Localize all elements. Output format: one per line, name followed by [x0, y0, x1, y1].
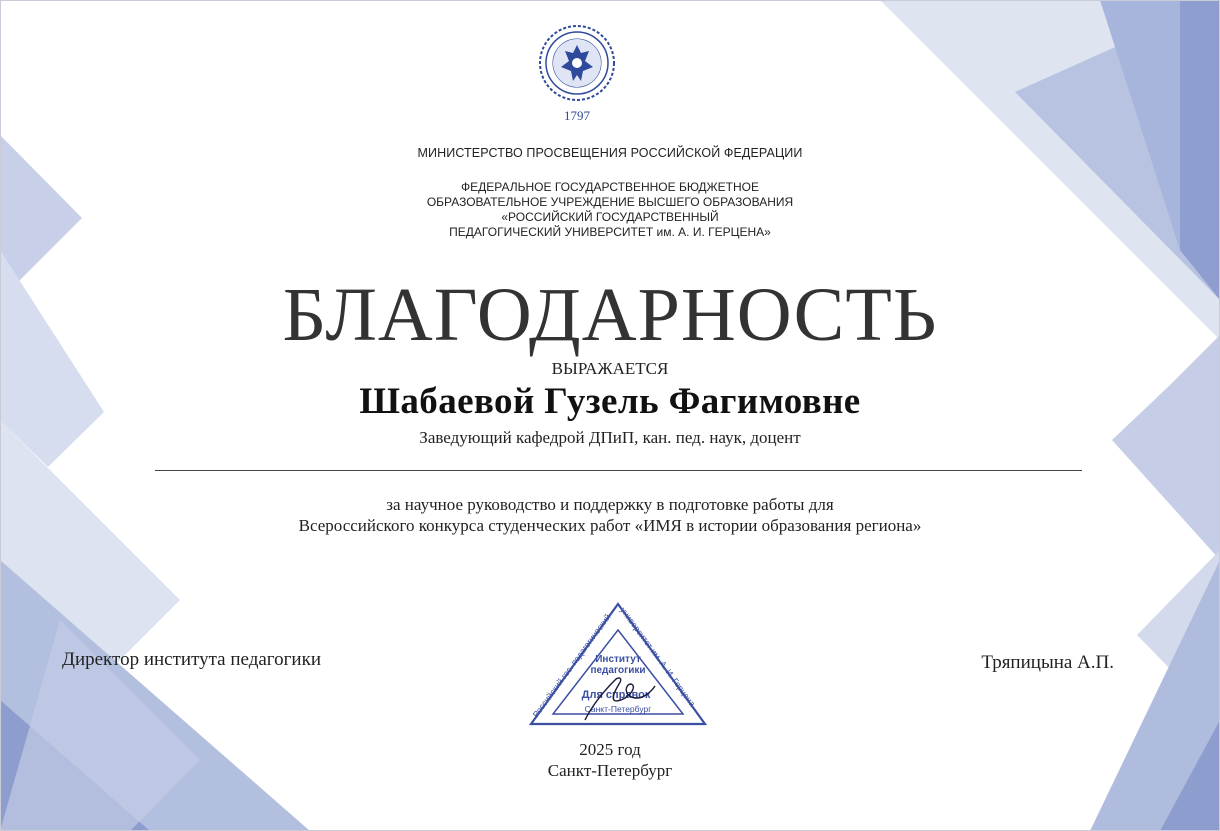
- university-line: ОБРАЗОВАТЕЛЬНОЕ УЧРЕЖДЕНИЕ ВЫСШЕГО ОБРАЗОВАНИЯ: [426, 195, 794, 209]
- recipient-position: Заведующий кафедрой ДПиП, кан. пед. наук, доцент: [419, 428, 801, 447]
- issue-city: Санкт-Петербург: [547, 761, 673, 780]
- reason-line: Всероссийского конкурса студенческих работ «ИМЯ в истории образования региона»: [298, 516, 922, 535]
- stamp-right-text: университет им. А. И. Герцена: [618, 605, 698, 709]
- certificate-title: БЛАГОДАРНОСТЬ: [282, 273, 938, 357]
- award-reason: [0, 494, 1220, 536]
- stamp-inner-line1: Институт: [595, 654, 641, 665]
- expressed-label: ВЫРАЖАЕТСЯ: [551, 359, 669, 378]
- reason-line: за научное руководство и поддержку в подготовке работы для: [386, 495, 834, 514]
- ministry-name: МИНИСТЕРСТВО ПРОСВЕЩЕНИЯ РОССИЙСКОЙ ФЕДЕРАЦИИ: [417, 146, 803, 160]
- university-emblem-icon: [531, 23, 623, 123]
- signatory-title: Директор института педагогики: [62, 649, 321, 670]
- stamp-inner-line2: педагогики: [590, 665, 646, 676]
- emblem-year: 1797: [564, 108, 590, 123]
- issue-year: 2025 год: [579, 740, 641, 759]
- signatory-name: Тряпицына А.П.: [981, 652, 1114, 673]
- recipient-name: Шабаевой Гузель Фагимовне: [359, 381, 861, 422]
- university-name: [0, 180, 1220, 240]
- stamp-purpose: Для справок: [581, 689, 651, 701]
- university-line: «РОССИЙСКИЙ ГОСУДАРСТВЕННЫЙ: [501, 210, 719, 224]
- stamp-city: Санкт-Петербург: [584, 704, 652, 714]
- divider-line: [155, 470, 1082, 471]
- university-line: ПЕДАГОГИЧЕСКИЙ УНИВЕРСИТЕТ им. А. И. ГЕРЦЕНА»: [449, 225, 771, 239]
- triangular-stamp-icon: [523, 600, 709, 730]
- stamp-left-text: Российский гос. педагогический: [530, 611, 613, 720]
- university-line: ФЕДЕРАЛЬНОЕ ГОСУДАРСТВЕННОЕ БЮДЖЕТНОЕ: [461, 180, 759, 194]
